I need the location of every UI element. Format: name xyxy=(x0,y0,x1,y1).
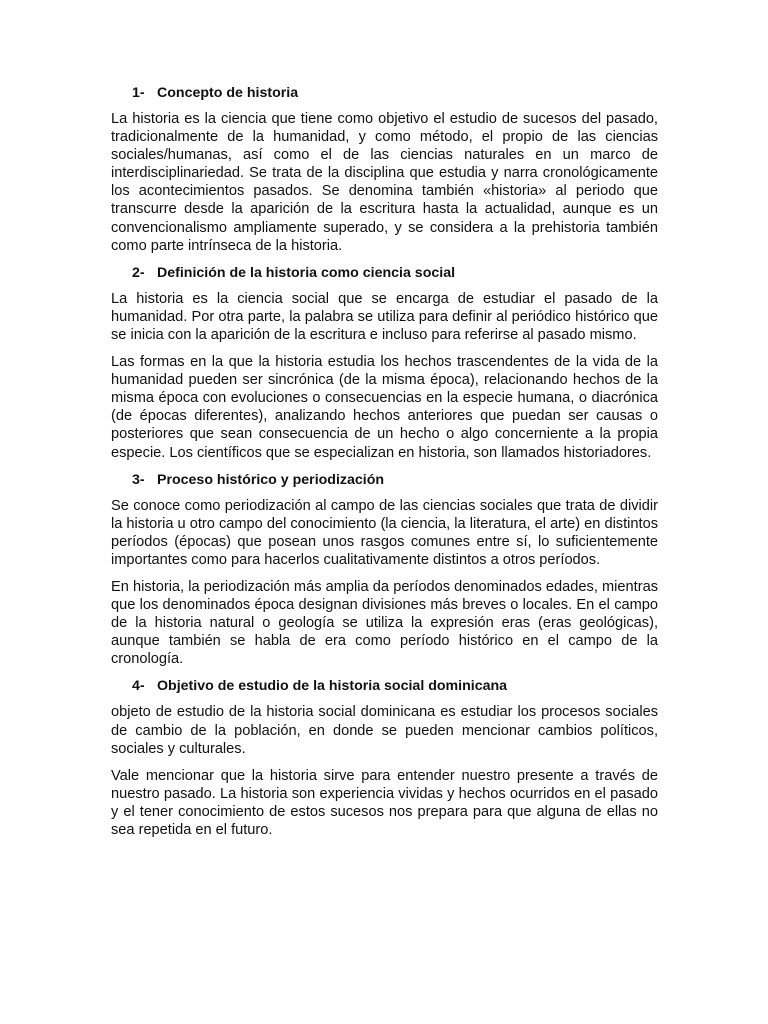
section-heading xyxy=(111,677,658,696)
paragraph: La historia es la ciencia que tiene como objetivo el estudio de sucesos del pasado, tradicionalmente de la humanidad, y como método, el propio de las ciencias sociales/humanas, así como el de las ciencias naturales en un marco de interdisciplinariedad. Se trata de la disciplina que estudia y narra cronológicamente los acontecimientos pasados. Se denomina también «historia» al periodo que transcurre desde la aparición de la escritura hasta la actualidad, aunque es un convencionalismo ampliamente superado, y se considera a la prehistoria también como parte intrínseca de la historia. xyxy=(111,111,658,254)
paragraph: La historia es la ciencia social que se encarga de estudiar el pasado de la humanidad. Por otra parte, la palabra se utiliza para definir al periódico histórico que se inicia con la aparición de la escritura e incluso para referirse al pasado mismo. xyxy=(111,290,658,343)
section-title: Concepto de historia xyxy=(157,85,299,101)
section-title: Objetivo de estudio de la historia social dominicana xyxy=(157,678,508,695)
paragraph: En historia, la periodización más amplia da períodos denominados edades, mientras que los denominados época designan divisiones más breves o locales. En el campo de la historia natural o geología se utiliza la expresión eras (eras geológicas), aunque también se habla de era como período histórico en el campo de la cronología. xyxy=(111,578,658,668)
section-number: 2- xyxy=(132,264,145,281)
paragraph: objeto de estudio de la historia social dominicana es estudiar los procesos sociales de cambio de la población, en donde se pueden mencionar cambios políticos, sociales y culturales. xyxy=(111,704,658,757)
section-title: Definición de la historia como ciencia social xyxy=(157,264,456,281)
section-definicion xyxy=(111,264,658,462)
section-title: Proceso histórico y periodización xyxy=(157,471,385,488)
section-number: 1- xyxy=(132,85,145,101)
section-heading xyxy=(111,84,658,103)
section-heading xyxy=(111,264,658,283)
section-number: 4- xyxy=(132,678,145,695)
paragraph: Se conoce como periodización al campo de las ciencias sociales que trata de dividir la historia u otro campo del conocimiento (la ciencia, la literatura, el arte) en distintos períodos (épocas) que posean unos rasgos comunes entre sí, lo suficientemente importantes como para hacerlos cualitativamente distintos a otros períodos. xyxy=(111,497,658,568)
section-number: 3- xyxy=(132,471,145,488)
paragraph: Las formas en la que la historia estudia los hechos trascendentes de la vida de la humanidad pueden ser sincrónica (de la misma época), relacionando hechos de la misma época con evoluciones o consecuencias en la especie humana, o diacrónica (de épocas diferentes), analizando hechos anteriores que puedan ser causas o posteriores que sean consecuencia de un hecho o algo concerniente a la propia especie. Los científicos que se especializan en historia, son llamados historiadores. xyxy=(111,354,658,461)
document-body xyxy=(111,84,658,848)
section-periodizacion xyxy=(111,471,658,669)
section-objetivo xyxy=(111,677,658,839)
paragraph: Vale mencionar que la historia sirve para entender nuestro presente a través de nuestro pasado. La historia son experiencia vividas y hechos ocurridos en el pasado y el tener conocimiento de estos sucesos nos prepara para que alguna de ellas no sea repetida en el futuro. xyxy=(111,767,658,838)
section-heading xyxy=(111,471,658,490)
section-concepto xyxy=(111,84,658,255)
